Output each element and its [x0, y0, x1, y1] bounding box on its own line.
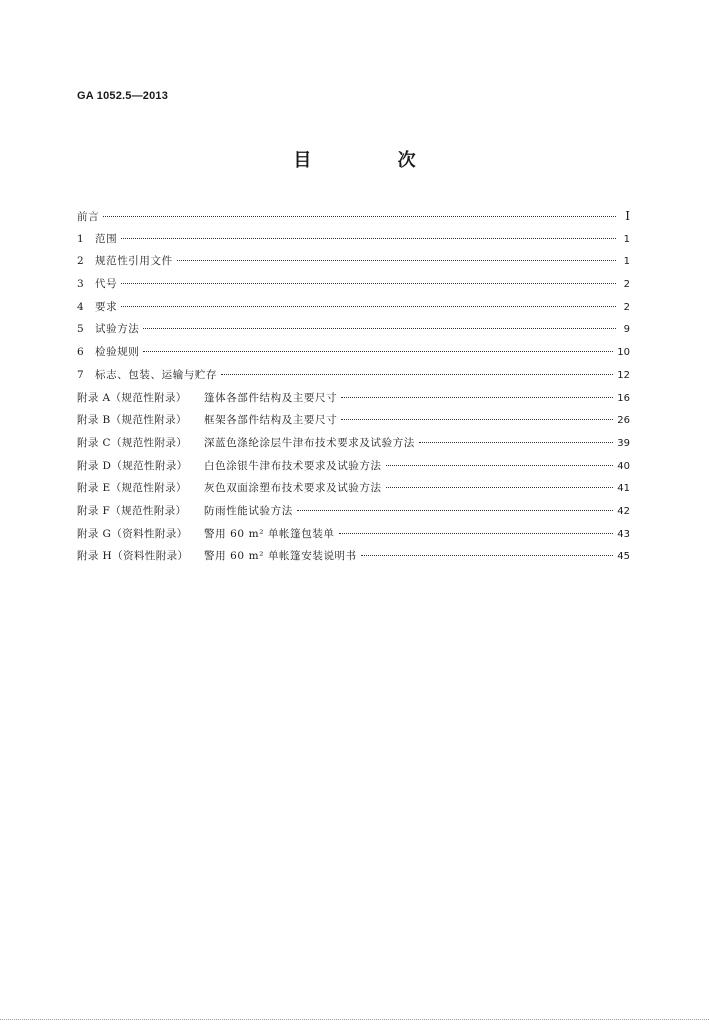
- toc-entry-label: 标志、包装、运输与贮存: [95, 368, 218, 381]
- toc-entry-3[interactable]: [77, 273, 630, 296]
- toc-entry-page: 12: [617, 369, 630, 381]
- leader-dots: [221, 372, 613, 375]
- toc-annex-label: 附录 D（规范性附录）: [77, 459, 188, 472]
- toc-entry-page: 1: [623, 256, 630, 268]
- standard-code: GA 1052.5—2013: [77, 90, 169, 102]
- leader-dots: [386, 485, 614, 488]
- toc-entry-label: 白色涂银牛津布技术要求及试验方法: [204, 459, 382, 472]
- toc-entry-label: 前言: [77, 211, 100, 223]
- toc-entry-7[interactable]: [77, 364, 630, 387]
- toc-entry-label: 范围: [95, 232, 118, 245]
- leader-dots: [341, 395, 613, 398]
- toc-annex-label: 附录 B（规范性附录）: [77, 414, 187, 427]
- toc-annex-label: 附录 F（规范性附录）: [77, 504, 187, 517]
- toc-entry-page: 45: [617, 551, 630, 563]
- toc-entry-page: 39: [617, 437, 630, 449]
- toc-entry-page: 10: [617, 347, 630, 359]
- toc-entry-label: 篷体各部件结构及主要尺寸: [204, 391, 338, 404]
- toc-entry-label: 灰色双面涂塑布技术要求及试验方法: [204, 482, 382, 495]
- toc-entry-page: 1: [623, 233, 630, 245]
- toc-entry-foreword[interactable]: [77, 205, 630, 228]
- toc-entry-number: 3: [77, 278, 84, 291]
- toc-entry-number: 7: [77, 368, 84, 381]
- toc-entry-page: 43: [617, 528, 630, 540]
- toc-entry-6[interactable]: [77, 341, 630, 364]
- toc-entry-label: 规范性引用文件: [95, 255, 173, 268]
- toc-entry-annex-b[interactable]: [77, 409, 630, 432]
- toc-entry-label: 框架各部件结构及主要尺寸: [204, 414, 338, 427]
- toc-entry-annex-h[interactable]: [77, 545, 630, 568]
- toc-entry-annex-f[interactable]: [77, 500, 630, 523]
- leader-dots: [143, 326, 616, 329]
- page-title: 目 次: [293, 150, 456, 171]
- toc-entry-page: 2: [623, 301, 630, 313]
- toc-entry-number: 6: [77, 346, 84, 359]
- toc-entry-page: 41: [617, 483, 630, 495]
- leader-dots: [361, 553, 614, 556]
- leader-dots: [419, 440, 613, 443]
- page-bottom-divider: [0, 1019, 709, 1020]
- toc-entry-page: 26: [617, 415, 630, 427]
- toc-entry-number: 2: [77, 255, 84, 268]
- toc-entry-4[interactable]: [77, 296, 630, 319]
- leader-dots: [121, 304, 616, 307]
- toc-entry-label: 检验规则: [95, 346, 140, 359]
- toc-entry-page: 9: [623, 324, 630, 336]
- toc-entry-label: 深蓝色涤纶涂层牛津布技术要求及试验方法: [204, 436, 415, 449]
- toc-entry-annex-e[interactable]: [77, 477, 630, 500]
- toc-entry-label: 警用 60 m² 单帐篷安装说明书: [204, 550, 357, 563]
- toc-annex-label: 附录 G（资料性附录）: [77, 527, 188, 540]
- leader-dots: [386, 463, 614, 466]
- toc-entry-annex-a[interactable]: [77, 387, 630, 410]
- toc-entry-annex-c[interactable]: [77, 432, 630, 455]
- toc-annex-label: 附录 A（规范性附录）: [77, 391, 187, 404]
- toc-entry-label: 警用 60 m² 单帐篷包装单: [204, 527, 335, 540]
- toc-entry-label: 试验方法: [95, 323, 140, 336]
- toc-entry-annex-d[interactable]: [77, 455, 630, 478]
- leader-dots: [341, 417, 613, 420]
- toc-entry-page: 2: [623, 279, 630, 291]
- toc-entry-page: 40: [617, 460, 630, 472]
- toc-entry-label: 防雨性能试验方法: [204, 504, 293, 517]
- leader-dots: [339, 531, 614, 534]
- toc-entry-5[interactable]: [77, 318, 630, 341]
- leader-dots: [103, 214, 616, 217]
- toc-list: [77, 205, 630, 568]
- leader-dots: [297, 508, 613, 511]
- toc-annex-label: 附录 C（规范性附录）: [77, 436, 188, 449]
- toc-entry-2[interactable]: [77, 250, 630, 273]
- toc-annex-label: 附录 E（规范性附录）: [77, 482, 187, 495]
- toc-entry-page: 16: [617, 392, 630, 404]
- toc-entry-annex-g[interactable]: [77, 523, 630, 546]
- toc-entry-label: 代号: [95, 278, 118, 291]
- toc-entry-number: 1: [77, 232, 84, 245]
- toc-entry-1[interactable]: [77, 228, 630, 251]
- leader-dots: [143, 349, 613, 352]
- toc-entry-number: 5: [77, 323, 84, 336]
- toc-entry-page: I: [625, 209, 630, 223]
- toc-entry-number: 4: [77, 300, 84, 313]
- toc-entry-label: 要求: [95, 300, 118, 313]
- leader-dots: [121, 281, 616, 284]
- leader-dots: [121, 236, 616, 239]
- leader-dots: [177, 258, 616, 261]
- toc-annex-label: 附录 H（资料性附录）: [77, 550, 189, 563]
- toc-entry-page: 42: [617, 505, 630, 517]
